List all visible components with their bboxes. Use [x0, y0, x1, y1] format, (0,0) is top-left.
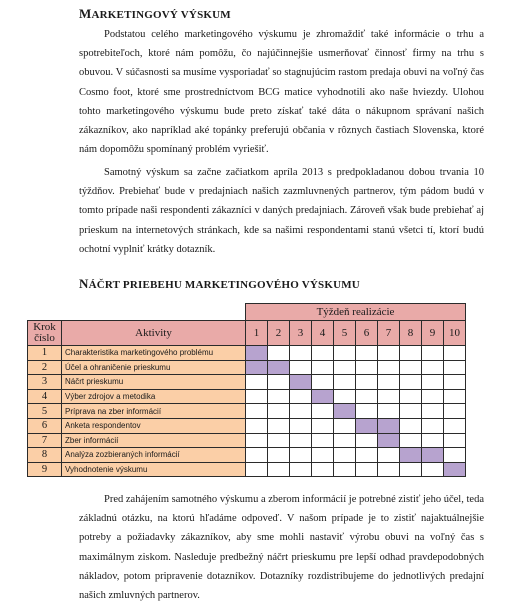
- section-heading-research-outline: [79, 276, 360, 292]
- step-number-cell: 3: [28, 375, 62, 390]
- table-row: [28, 389, 466, 404]
- step-number-cell: 1: [28, 346, 62, 361]
- schedule-bar-cell: [246, 360, 268, 375]
- schedule-empty-cell: [334, 418, 356, 433]
- table-body: [28, 346, 466, 477]
- activity-cell: Anketa respondentov: [62, 418, 246, 433]
- step-number-cell: 4: [28, 389, 62, 404]
- schedule-empty-cell: [268, 433, 290, 448]
- paragraph-purpose-text: Podstatou celého marketingového výskumu je zhromaždiť také informácie o trhu a spotrebiteľoch, ktoré nám pomôžu, čo najúčinnejšie usmerňovať činnosť firmy na trhu s obuvou. V súčasnosti sa musíme vysporiadať so stagnujúcim rastom predaja obuvi na voľný čas Cosmo foot, ktoré sme prostredníctvom BCG matice vyhodnotili ako naše hviezdy. Ulohou tohto marketingového výskumu bude preto získať také dáta o nákupnom správaní našich zákazníkov, ako napríklad aké topánky preferujú občania v rôznych častiach Slovenska, ktoré nám dopomôžu spomínaný problém vyriešiť.: [79, 29, 484, 156]
- schedule-empty-cell: [356, 448, 378, 463]
- schedule-empty-cell: [246, 418, 268, 433]
- step-number-cell: 9: [28, 462, 62, 477]
- schedule-empty-cell: [400, 462, 422, 477]
- schedule-empty-cell: [378, 375, 400, 390]
- schedule-empty-cell: [422, 360, 444, 375]
- heading-rest: ÁČRT PRIEBEHU MARKETINGOVÉHO VÝSKUMU: [88, 279, 360, 291]
- schedule-empty-cell: [312, 462, 334, 477]
- activity-cell: Výber zdrojov a metodika: [62, 389, 246, 404]
- schedule-empty-cell: [356, 375, 378, 390]
- week-header: 9: [422, 321, 444, 346]
- schedule-empty-cell: [290, 462, 312, 477]
- paragraph-timeline: [79, 163, 484, 259]
- schedule-bar-cell: [378, 418, 400, 433]
- week-header: 1: [246, 321, 268, 346]
- schedule-empty-cell: [334, 360, 356, 375]
- step-number-cell: 8: [28, 448, 62, 463]
- schedule-bar-cell: [356, 418, 378, 433]
- schedule-empty-cell: [246, 433, 268, 448]
- week-header: 10: [444, 321, 466, 346]
- schedule-empty-cell: [422, 433, 444, 448]
- heading-initial: M: [79, 6, 92, 21]
- schedule-bar-cell: [400, 448, 422, 463]
- week-header: 8: [400, 321, 422, 346]
- schedule-empty-cell: [268, 418, 290, 433]
- activities-header: Aktivity: [62, 321, 246, 346]
- step-number-header: Krok číslo: [28, 321, 62, 346]
- schedule-empty-cell: [444, 346, 466, 361]
- research-schedule-table: [27, 303, 466, 477]
- activity-cell: Charakteristika marketingového problému: [62, 346, 246, 361]
- schedule-bar-cell: [444, 462, 466, 477]
- table-row: [28, 418, 466, 433]
- schedule-empty-cell: [444, 404, 466, 419]
- table-row: [28, 360, 466, 375]
- schedule-empty-cell: [378, 346, 400, 361]
- schedule-empty-cell: [356, 404, 378, 419]
- schedule-bar-cell: [268, 360, 290, 375]
- schedule-empty-cell: [312, 360, 334, 375]
- schedule-bar-cell: [378, 433, 400, 448]
- schedule-empty-cell: [290, 346, 312, 361]
- schedule-empty-cell: [378, 448, 400, 463]
- table-row: [28, 448, 466, 463]
- schedule-empty-cell: [334, 433, 356, 448]
- schedule-empty-cell: [246, 375, 268, 390]
- table-row: [28, 346, 466, 361]
- schedule-bar-cell: [312, 389, 334, 404]
- schedule-empty-cell: [334, 448, 356, 463]
- schedule-empty-cell: [444, 375, 466, 390]
- heading-rest: ARKETINGOVÝ VÝSKUM: [91, 9, 231, 21]
- schedule-empty-cell: [268, 448, 290, 463]
- schedule-empty-cell: [312, 433, 334, 448]
- paragraph-timeline-text: Samotný výskum sa začne začiatkom apríla 2013 s predpokladanou dobou trvania 10 týždňov. Prebiehať bude v predajniach našich zazmluvnených partnerov, tým pádom budú v tomto prípade naši respondenti zákazníci v daných predajniach. Zároveň však bude prebiehať aj prieskum na internetových stránkach, kde sa našimi respondentami stanú všetci tí, ktorí budú ochotní vyplniť krátky dotazník.: [79, 167, 484, 255]
- table-header-empty: [28, 304, 246, 321]
- activity-cell: Príprava na zber informácií: [62, 404, 246, 419]
- section-heading-marketing-research: [79, 6, 231, 22]
- schedule-bar-cell: [422, 448, 444, 463]
- step-number-cell: 7: [28, 433, 62, 448]
- schedule-empty-cell: [444, 448, 466, 463]
- schedule-empty-cell: [268, 462, 290, 477]
- week-header: 3: [290, 321, 312, 346]
- schedule-empty-cell: [444, 433, 466, 448]
- schedule-empty-cell: [422, 418, 444, 433]
- schedule-empty-cell: [378, 389, 400, 404]
- schedule-empty-cell: [312, 346, 334, 361]
- schedule-empty-cell: [312, 404, 334, 419]
- schedule-empty-cell: [356, 389, 378, 404]
- schedule-empty-cell: [334, 389, 356, 404]
- schedule-empty-cell: [444, 389, 466, 404]
- schedule-empty-cell: [290, 433, 312, 448]
- schedule-empty-cell: [444, 418, 466, 433]
- schedule-empty-cell: [422, 404, 444, 419]
- schedule-empty-cell: [378, 404, 400, 419]
- schedule-empty-cell: [268, 404, 290, 419]
- schedule-empty-cell: [312, 418, 334, 433]
- schedule-empty-cell: [290, 360, 312, 375]
- schedule-bar-cell: [290, 375, 312, 390]
- table-row: [28, 462, 466, 477]
- step-number-cell: 2: [28, 360, 62, 375]
- table-row: [28, 404, 466, 419]
- schedule-empty-cell: [334, 462, 356, 477]
- schedule-empty-cell: [246, 404, 268, 419]
- schedule-empty-cell: [356, 462, 378, 477]
- schedule-empty-cell: [356, 433, 378, 448]
- schedule-empty-cell: [246, 462, 268, 477]
- schedule-bar-cell: [246, 346, 268, 361]
- schedule-empty-cell: [290, 404, 312, 419]
- schedule-empty-cell: [268, 389, 290, 404]
- heading-initial: N: [79, 276, 89, 291]
- table-header-row-weeks: [28, 304, 466, 321]
- schedule-empty-cell: [290, 448, 312, 463]
- schedule-empty-cell: [290, 418, 312, 433]
- schedule-empty-cell: [422, 389, 444, 404]
- schedule-empty-cell: [422, 375, 444, 390]
- week-header: 4: [312, 321, 334, 346]
- paragraph-procedure: [79, 490, 484, 605]
- activity-cell: Účel a ohraničenie prieskumu: [62, 360, 246, 375]
- activity-cell: Analýza zozbieraných informácií: [62, 448, 246, 463]
- weeks-header: Týždeň realizácie: [246, 304, 466, 321]
- table-row: [28, 375, 466, 390]
- schedule-empty-cell: [268, 346, 290, 361]
- schedule-empty-cell: [444, 360, 466, 375]
- schedule-empty-cell: [290, 389, 312, 404]
- schedule-empty-cell: [400, 360, 422, 375]
- schedule-empty-cell: [246, 389, 268, 404]
- schedule-empty-cell: [378, 462, 400, 477]
- schedule-empty-cell: [246, 448, 268, 463]
- schedule-empty-cell: [334, 346, 356, 361]
- activity-cell: Zber informácií: [62, 433, 246, 448]
- schedule-empty-cell: [400, 418, 422, 433]
- paragraph-procedure-text: Pred zahájením samotného výskumu a zberom informácií je potrebné zistiť jeho účel, teda základnú otázku, na ktorú hľadáme odpoveď. V našom prípade je to zistiť najaktuálnejšie potreby a požiadavky zákazníkov, aby sme mohli nastaviť výrobu obuvi na voľný čas s maximálnym ziskom. Nasleduje predbežný náčrt prieskumu pre lepší odhad pravdepodobných nákladov, potom pripravenie dotazníkov. Dotazníky rozdistribujeme do jednotlivých predajní našich zmluvných partnerov.: [79, 494, 484, 602]
- schedule-empty-cell: [378, 360, 400, 375]
- activity-cell: Náčrt prieskumu: [62, 375, 246, 390]
- week-header: 2: [268, 321, 290, 346]
- schedule-empty-cell: [268, 375, 290, 390]
- schedule-empty-cell: [400, 389, 422, 404]
- schedule-empty-cell: [312, 375, 334, 390]
- schedule-empty-cell: [400, 404, 422, 419]
- schedule-empty-cell: [400, 375, 422, 390]
- week-header: 5: [334, 321, 356, 346]
- schedule-empty-cell: [400, 346, 422, 361]
- table-row: [28, 433, 466, 448]
- step-number-cell: 5: [28, 404, 62, 419]
- schedule-empty-cell: [422, 346, 444, 361]
- step-number-cell: 6: [28, 418, 62, 433]
- week-header: 6: [356, 321, 378, 346]
- paragraph-purpose: [79, 25, 484, 159]
- table-header-row-labels: [28, 321, 466, 346]
- schedule-bar-cell: [334, 404, 356, 419]
- schedule-empty-cell: [356, 346, 378, 361]
- schedule-empty-cell: [312, 448, 334, 463]
- activity-cell: Vyhodnotenie výskumu: [62, 462, 246, 477]
- week-header: 7: [378, 321, 400, 346]
- schedule-empty-cell: [334, 375, 356, 390]
- schedule-empty-cell: [422, 462, 444, 477]
- schedule-empty-cell: [400, 433, 422, 448]
- schedule-empty-cell: [356, 360, 378, 375]
